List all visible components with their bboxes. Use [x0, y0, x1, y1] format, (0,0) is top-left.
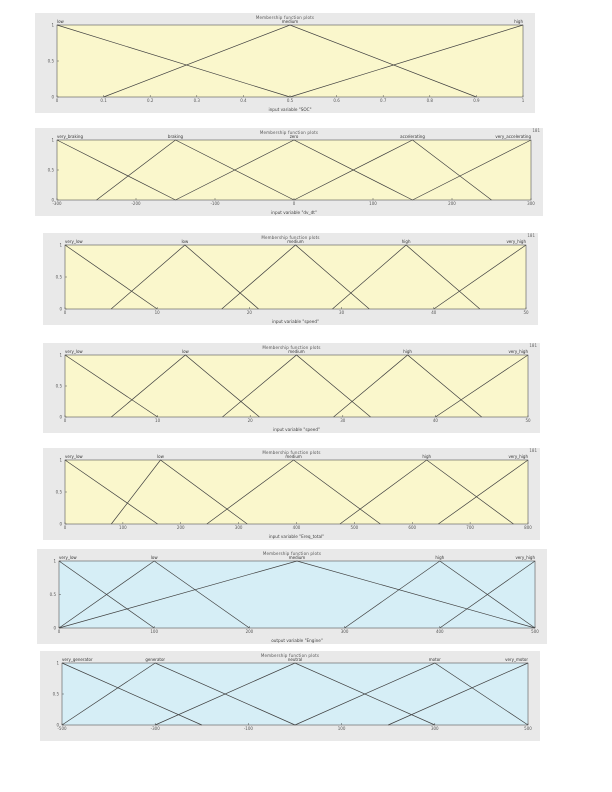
x-tick-label: 0 [63, 525, 67, 530]
x-tick-label: 30 [340, 418, 346, 423]
x-tick-label: 300 [234, 525, 243, 530]
x-tick-label: 10 [155, 418, 161, 423]
x-tick-label: 0.3 [193, 98, 200, 103]
x-tick-label: -300 [52, 201, 62, 206]
mf-label-high: high [514, 19, 523, 24]
x-tick-label: 10 [154, 310, 160, 315]
y-tick-label: 0.5 [55, 489, 62, 495]
mf-label-very_high: very_high [515, 555, 535, 560]
y-tick-label: 0.5 [49, 592, 56, 597]
x-tick-label: 0 [292, 201, 296, 206]
x-tick-label: 1 [521, 98, 525, 103]
x-tick-label: 100 [369, 201, 377, 206]
chart-canvas[interactable] [37, 549, 547, 644]
mf-label-neutral: neutral [287, 657, 303, 662]
mf-label-high: high [422, 454, 432, 459]
mf-label-motor: motor [428, 657, 441, 662]
mf-plot-speed-1 [43, 233, 538, 325]
corner-label: 181 [529, 448, 537, 453]
mf-plot-soc [35, 13, 535, 113]
y-tick-label: 0.5 [52, 691, 59, 697]
x-tick-label: 20 [247, 418, 253, 423]
x-tick-label: 200 [448, 201, 456, 206]
chart-canvas[interactable] [35, 13, 535, 113]
mf-plot-dv-dt [35, 128, 543, 216]
x-axis-label: input variable "SOC" [268, 107, 312, 112]
chart-canvas[interactable] [35, 128, 543, 216]
x-tick-label: 0.1 [100, 98, 107, 103]
x-axis-label: input variable "dv_dt" [271, 210, 317, 215]
y-tick-label: 1 [53, 558, 56, 564]
y-tick-label: 1 [56, 660, 59, 666]
mf-label-medium: medium [287, 239, 304, 244]
mf-label-very_low: very_low [65, 454, 83, 459]
chart-canvas[interactable] [43, 343, 540, 433]
x-tick-label: 500 [531, 629, 539, 634]
y-tick-label: 0 [51, 94, 54, 100]
mf-label-very_braking: very_braking [57, 134, 83, 139]
y-tick-label: 0 [59, 521, 62, 527]
x-tick-label: 500 [350, 525, 359, 530]
mf-label-medium: medium [288, 349, 305, 354]
y-tick-label: 1 [59, 242, 62, 248]
mf-plot-engine [37, 549, 547, 644]
y-tick-label: 0 [59, 306, 62, 312]
x-tick-label: 200 [245, 629, 254, 634]
y-tick-label: 1 [51, 137, 54, 143]
mf-label-high: high [401, 239, 411, 244]
x-tick-label: 400 [292, 525, 301, 530]
mf-label-braking: braking [167, 134, 184, 139]
y-tick-label: 0 [56, 722, 59, 728]
x-tick-label: 30 [339, 310, 345, 315]
x-tick-label: 0.7 [380, 98, 387, 103]
x-tick-label: 50 [525, 418, 531, 423]
y-tick-label: 1 [51, 22, 54, 28]
x-axis-label: input variable "speed" [273, 427, 320, 432]
plot-area [57, 25, 523, 97]
mf-label-very_low: very_low [65, 349, 83, 354]
plot-title: Membership function plots [259, 130, 319, 135]
x-tick-label: 0 [63, 418, 67, 423]
mf-label-medium: medium [285, 454, 302, 459]
x-tick-label: 0.8 [426, 98, 433, 103]
mf-label-low: low [181, 349, 189, 354]
plot-title: Membership function plots [255, 15, 315, 20]
x-tick-label: 0.9 [473, 98, 480, 103]
plot-title: Membership function plots [262, 450, 321, 455]
chart-canvas[interactable] [40, 651, 540, 741]
x-axis-label: input variable "speed" [272, 319, 319, 324]
x-tick-label: 0.6 [333, 98, 340, 103]
x-tick-label: -300 [150, 726, 160, 731]
x-tick-label: -100 [210, 201, 220, 206]
chart-canvas[interactable] [43, 233, 538, 325]
x-tick-label: 0 [57, 629, 61, 634]
x-tick-label: 200 [176, 525, 185, 530]
x-tick-label: 20 [246, 310, 252, 315]
mf-label-very_generator: very_generator [62, 657, 93, 662]
x-tick-label: -200 [131, 201, 141, 206]
mf-label-medium: medium [288, 555, 306, 560]
corner-label: 181 [532, 128, 540, 133]
y-tick-label: 0 [59, 414, 62, 420]
plot-area [59, 561, 535, 628]
mf-label-low: low [57, 19, 64, 24]
mf-plot-motor-generator [40, 651, 540, 741]
y-tick-label: 0.5 [47, 167, 54, 173]
x-tick-label: 300 [340, 629, 349, 634]
mf-label-accelerating: accelerating [400, 134, 425, 139]
y-tick-label: 0.5 [55, 274, 62, 280]
mf-label-zero: zero [289, 134, 299, 139]
x-tick-label: 0.4 [240, 98, 247, 103]
plot-area [57, 140, 531, 200]
x-tick-label: 100 [119, 525, 127, 530]
mf-plot-speed-2 [43, 343, 540, 433]
corner-label: 181 [527, 233, 535, 238]
plot-title: Membership function plots [262, 551, 322, 556]
x-tick-label: 0 [55, 98, 59, 103]
mf-label-very_high: very_high [506, 239, 526, 244]
corner-label: 181 [529, 343, 537, 348]
y-tick-label: 0 [53, 625, 56, 631]
mf-label-low: low [157, 454, 164, 459]
mf-plot-ereq-total [43, 448, 540, 540]
x-tick-label: 300 [527, 201, 535, 206]
y-tick-label: 1 [59, 352, 62, 358]
mf-label-low: low [181, 239, 189, 244]
plot-title: Membership function plots [261, 235, 320, 240]
plot-area [65, 245, 526, 309]
mf-label-very_high: very_high [508, 454, 528, 459]
x-tick-label: 300 [430, 726, 439, 731]
plot-title: Membership function plots [260, 653, 320, 658]
x-tick-label: 700 [466, 525, 474, 530]
mf-label-high: high [435, 555, 445, 560]
y-tick-label: 0.5 [47, 58, 54, 64]
plot-area [65, 460, 528, 524]
plot-title: Membership function plots [262, 345, 321, 350]
y-tick-label: 0.5 [55, 383, 62, 389]
x-tick-label: 0.5 [286, 98, 294, 103]
chart-canvas[interactable] [43, 448, 540, 540]
x-tick-label: 0.2 [147, 98, 154, 103]
x-tick-label: 400 [435, 629, 444, 634]
x-tick-label: 100 [337, 726, 346, 731]
mf-label-very_motor: very_motor [505, 657, 528, 662]
x-tick-label: -500 [57, 726, 67, 731]
mf-label-medium: medium [281, 19, 299, 24]
mf-label-very_high: very_high [508, 349, 528, 354]
x-axis-label: input variable "Ereq_total" [268, 534, 325, 539]
plot-area [65, 355, 528, 417]
x-tick-label: 40 [432, 418, 438, 423]
y-tick-label: 1 [59, 457, 62, 463]
mf-label-generator: generator [145, 657, 166, 662]
mf-label-low: low [150, 555, 158, 560]
x-tick-label: 500 [524, 726, 532, 731]
x-axis-label: output variable "Engine" [271, 638, 323, 643]
x-tick-label: 50 [523, 310, 529, 315]
x-tick-label: 40 [431, 310, 437, 315]
x-tick-label: -100 [243, 726, 253, 731]
mf-label-high: high [403, 349, 412, 354]
x-tick-label: 100 [150, 629, 159, 634]
x-tick-label: 0 [63, 310, 67, 315]
x-tick-label: 800 [524, 525, 532, 530]
mf-label-very_low: very_low [59, 555, 77, 560]
mf-label-very_accelerating: very_accelerating [495, 134, 531, 139]
y-tick-label: 0 [51, 197, 54, 203]
mf-label-very_low: very_low [65, 239, 83, 244]
x-tick-label: 600 [408, 525, 417, 530]
